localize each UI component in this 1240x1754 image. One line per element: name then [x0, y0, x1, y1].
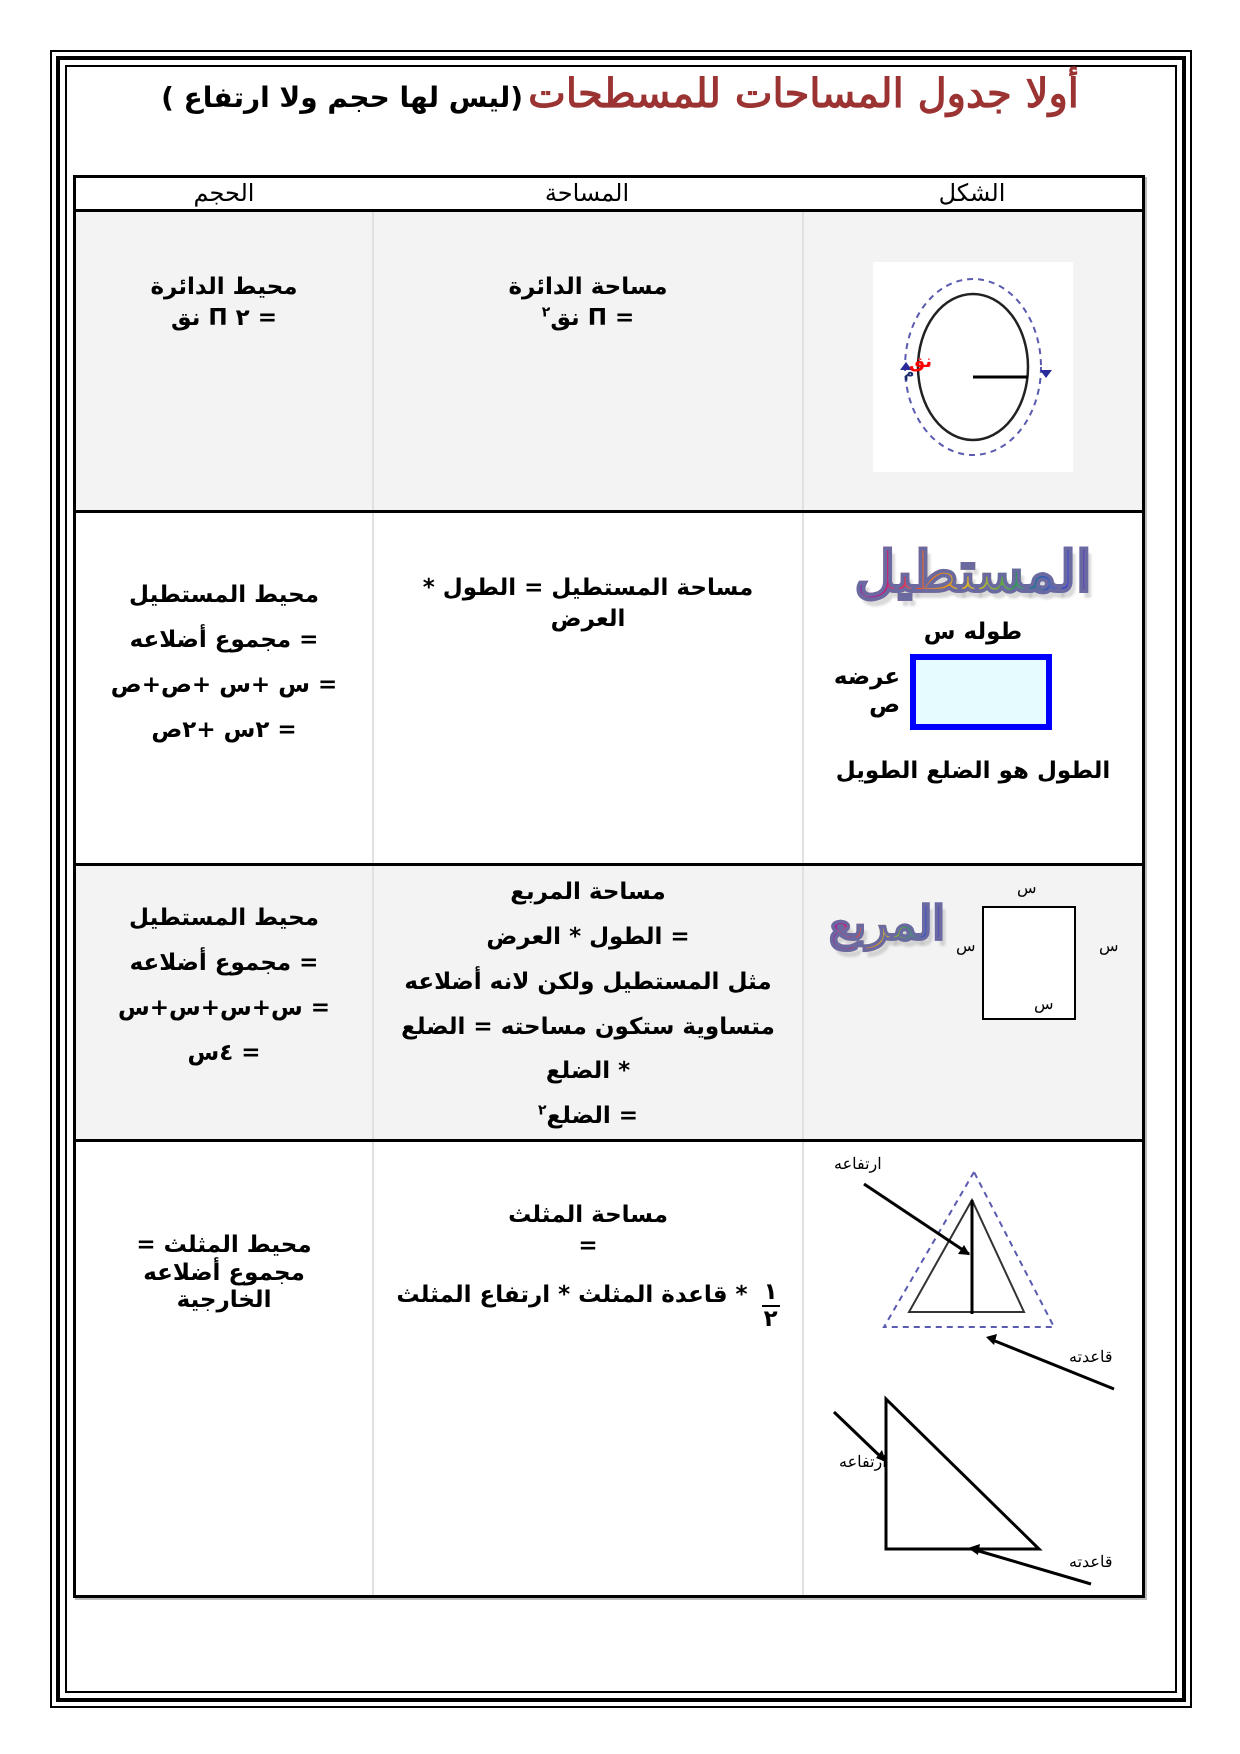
circle-shape-cell — [802, 212, 1142, 510]
triangle-height-label: ارتفاعه — [834, 1156, 882, 1173]
square-word-art: المربع — [829, 892, 945, 954]
rectangle-shape-cell: المستطيل طوله س عرضه ص الطول هو الضلع الطويل — [802, 513, 1142, 863]
circle-perimeter-title: محيط الدائرة — [150, 274, 298, 300]
title-main: أولا جدول المساحات للمسطحات — [528, 70, 1079, 117]
circle-perimeter-cell — [76, 212, 372, 510]
table-row-triangle — [76, 1142, 1142, 1595]
triangle-base-label: قاعدته — [1069, 1349, 1113, 1366]
right-triangle-height-label: ارتفاعه — [839, 1454, 887, 1471]
triangle-shape-cell — [802, 1142, 1142, 1595]
circle-area-formula: = Π نق$^٢$ — [541, 304, 635, 332]
square-area-cell: مساحة المربع = الطول * العرض مثل المستطيل ولكن لانه أضلاعه متساوية ستكون مساحته = الضلع * الضلع = الضلع$^٢$ — [372, 866, 802, 1139]
triangle-perimeter-cell: محيط المثلث = مجموع أضلاعه الخارجية — [136, 1232, 312, 1314]
table-row-rectangle — [76, 513, 1142, 866]
circle-diagram-icon — [873, 262, 1073, 472]
square-perimeter-cell: محيط المستطيل = مجموع أضلاعه = س+س+س+س = ٤س — [117, 905, 331, 1066]
one-half-fraction: ١ ٢ — [763, 1279, 778, 1333]
circle-area-cell — [372, 212, 802, 510]
table-row-circle — [76, 212, 1142, 513]
page-title — [120, 70, 1120, 140]
rectangle-word-art: المستطيل — [854, 535, 1091, 611]
center-label: م — [904, 365, 915, 381]
rectangle-icon — [910, 654, 1052, 730]
table-row-square — [76, 866, 1142, 1142]
radius-label: نق — [909, 351, 932, 372]
table-header — [76, 178, 1142, 212]
circle-perimeter-formula: = ٢ Π نق — [171, 305, 277, 332]
rectangle-note: الطول هو الضلع الطويل — [835, 757, 1111, 784]
header-shape: الشكل — [938, 179, 1006, 208]
square-icon — [982, 906, 1076, 1020]
rectangle-perimeter-cell: محيط المستطيل = مجموع أضلاعه = س +س +ص+ص = ٢س +٢ص — [110, 582, 338, 743]
rectangle-width-label: عرضه — [833, 664, 901, 691]
right-triangle-base-label: قاعدته — [1069, 1554, 1113, 1571]
rectangle-area-cell: مساحة المستطيل = الطول * العرض — [372, 513, 802, 863]
circle-area-title: مساحة الدائرة — [508, 274, 668, 300]
triangle-area-cell: مساحة المثلث = ١ ٢ * قاعدة المثلث * ارتفاع المثلث — [372, 1142, 802, 1595]
header-volume: الحجم — [193, 179, 255, 208]
square-shape-cell: المربع س س س س — [802, 866, 1142, 1139]
header-area: المساحة — [544, 179, 630, 208]
rectangle-length-label: طوله س — [923, 618, 1023, 645]
areas-table — [73, 175, 1145, 1598]
title-sub: (ليس لها حجم ولا ارتفاع ) — [161, 81, 524, 114]
